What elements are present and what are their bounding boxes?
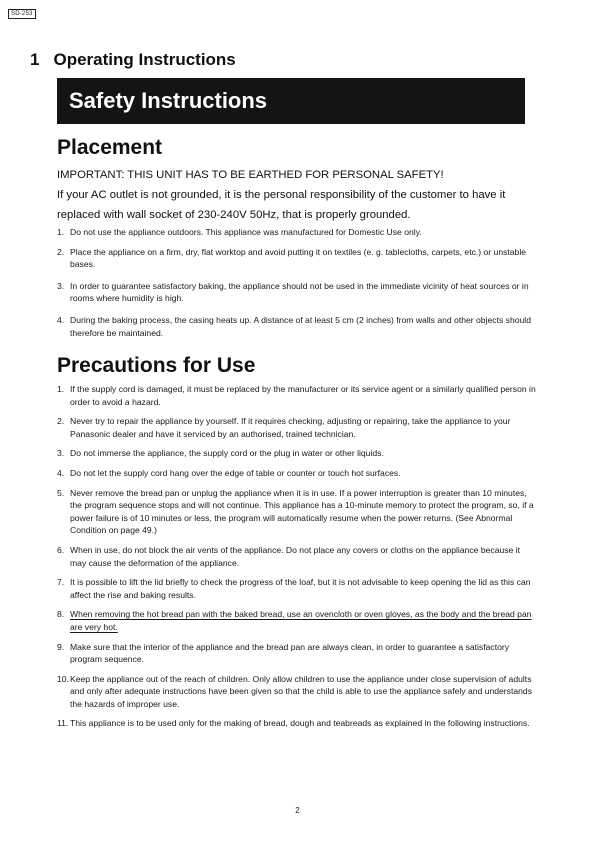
precaution-item-1 xyxy=(57,383,537,408)
precaution-item-8 xyxy=(57,608,537,633)
item-number: 4. xyxy=(57,314,65,325)
item-text: When removing the hot bread pan with the baked bread, use an ovencloth or oven gloves, as the body and the bread pan are very hot. xyxy=(70,609,532,632)
precautions-heading: Precautions for Use xyxy=(57,354,256,377)
item-number: 2. xyxy=(57,416,65,427)
placement-item-3 xyxy=(57,280,537,305)
placement-item-1 xyxy=(57,226,537,239)
item-number: 8. xyxy=(57,609,65,620)
item-text: Keep the appliance out of the reach of children. Only allow children to use the appliance under close supervision of adults and only after adequate instructions have been given so that the child is able to use the appliance safely and understands the hazards of improper use. xyxy=(70,673,532,709)
item-text: Place the appliance on a firm, dry, flat worktop and avoid putting it on textiles (e. g. tablecloths, carpets, etc.) or unstable bases. xyxy=(70,246,527,270)
item-number: 6. xyxy=(57,544,65,555)
precaution-item-4 xyxy=(57,467,537,480)
page-number: 2 xyxy=(295,806,300,815)
item-text: In order to guarantee satisfactory baking, the appliance should not be used in the immediate vicinity of heat sources or in rooms where humidity is high. xyxy=(70,280,529,304)
precaution-item-9 xyxy=(57,641,537,666)
item-number: 5. xyxy=(57,487,65,498)
item-number: 11. xyxy=(57,718,69,729)
item-text: Never try to repair the appliance by yourself. If it requires checking, adjusting or repairing, take the appliance to your Panasonic dealer and have it serviced by an authorised, trained technician. xyxy=(70,416,511,439)
important-line-2: If your AC outlet is not grounded, it is the personal responsibility of the customer to have it xyxy=(57,189,506,201)
precaution-item-7 xyxy=(57,576,537,601)
banner-title: Safety Instructions xyxy=(69,88,268,113)
precaution-item-10 xyxy=(57,673,537,711)
precaution-item-2 xyxy=(57,415,537,440)
precautions-list xyxy=(57,383,537,730)
precaution-item-5 xyxy=(57,487,537,537)
item-number: 10. xyxy=(57,673,69,684)
placement-list xyxy=(57,226,537,339)
important-notice xyxy=(57,165,537,225)
item-number: 4. xyxy=(57,467,65,478)
item-text: It is possible to lift the lid briefly to check the progress of the loaf, but it is not advisable to keep opening the lid as this can affect the rise and baking results. xyxy=(70,577,531,600)
item-text: Do not use the appliance outdoors. This appliance was manufactured for Domestic Use only. xyxy=(70,227,422,237)
item-text: If the supply cord is damaged, it must be replaced by the manufacturer or its service agent or a similarly qualified person in order to avoid a hazard. xyxy=(70,384,536,407)
item-text: Do not immerse the appliance, the supply cord or the plug in water or other liquids. xyxy=(70,448,384,459)
item-text: Make sure that the interior of the appliance and the bread pan are always clean, in order to guarantee a satisfactory program sequence. xyxy=(70,641,510,665)
chapter-title: Operating Instructions xyxy=(53,50,236,69)
placement-item-4 xyxy=(57,314,537,339)
item-number: 7. xyxy=(57,577,65,588)
important-line-3: replaced with wall socket of 230-240V 50Hz, that is properly grounded. xyxy=(57,209,411,221)
precaution-item-11 xyxy=(57,717,537,730)
item-text: During the baking process, the casing heats up. A distance of at least 5 cm (2 inches) from walls and other objects should therefore be maintained. xyxy=(70,314,531,338)
item-text: When in use, do not block the air vents of the appliance. Do not place any covers or cloths on the appliance because it may cause the deformation of the appliance. xyxy=(70,544,521,568)
placement-item-2 xyxy=(57,246,537,271)
precaution-item-3 xyxy=(57,447,537,460)
model-tag: SD-253 xyxy=(8,9,36,19)
item-number: 1. xyxy=(57,384,65,394)
section-banner xyxy=(57,78,525,124)
item-number: 9. xyxy=(57,641,65,652)
chapter-number: 1 xyxy=(30,50,40,69)
item-number: 1. xyxy=(57,227,65,237)
item-number: 2. xyxy=(57,246,65,257)
important-line-1: IMPORTANT: THIS UNIT HAS TO BE EARTHED FOR PERSONAL SAFETY! xyxy=(57,169,444,181)
item-number: 3. xyxy=(57,448,65,459)
precaution-item-6 xyxy=(57,544,537,569)
item-text: Never remove the bread pan or unplug the appliance when it is in use. If a power interruption is greater than 10 minutes, the program sequence stops and will not continue. This appliance has a 10-minute memory to protect the program, so, if a power failure is of 10 minutes or less, the program will automatically resume when the power returns. (See Abnormal Condition on page 49.) xyxy=(70,487,534,536)
item-text: This appliance is to be used only for the making of bread, dough and teabreads as explained in the following instructions. xyxy=(70,718,530,729)
item-number: 3. xyxy=(57,280,65,291)
item-text: Do not let the supply cord hang over the edge of table or counter or touch hot surfaces. xyxy=(70,467,401,478)
chapter-heading xyxy=(30,50,236,70)
placement-heading: Placement xyxy=(57,136,163,159)
